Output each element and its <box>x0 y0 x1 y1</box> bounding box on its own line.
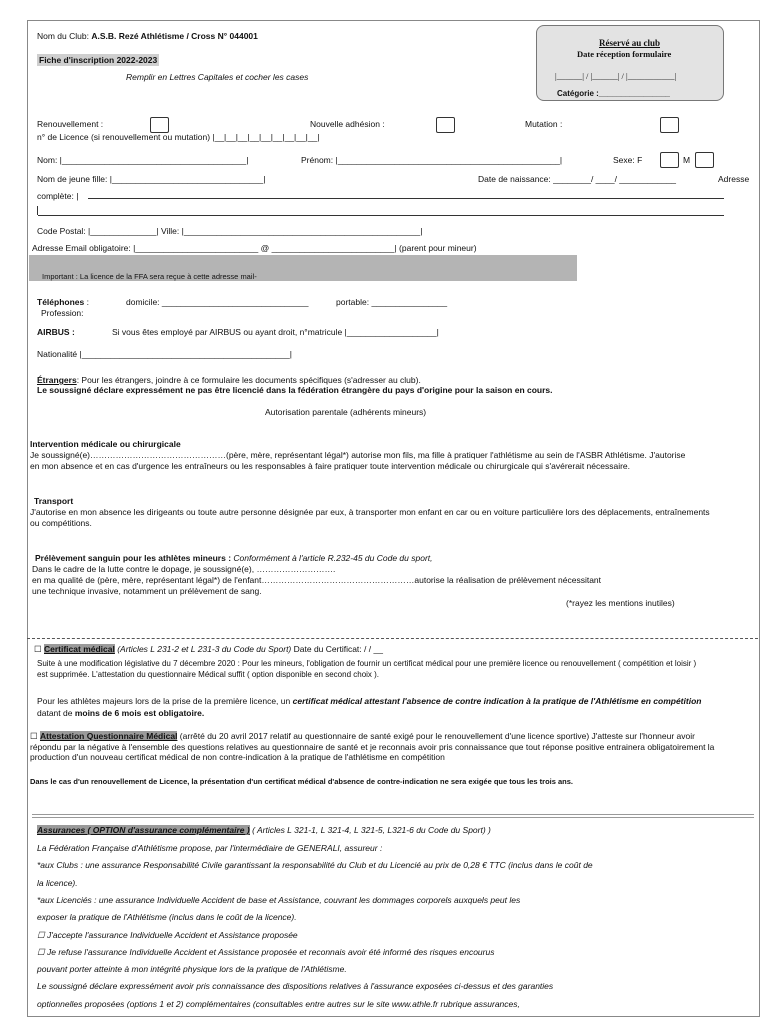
telephones-line <box>37 297 89 307</box>
telephones-label: Téléphones <box>37 297 85 307</box>
nom-field[interactable]: Nom: |_______________________________________| <box>37 155 249 165</box>
sexe-m-checkbox[interactable] <box>695 152 714 168</box>
assurances-label: Assurances ( OPTION d'assurance complémentaire ) <box>37 825 250 835</box>
certificat-label: Certificat médical <box>43 644 115 654</box>
telephones-colon: : <box>84 297 89 307</box>
prelevement-title-line <box>35 553 433 563</box>
club-name: A.S.B. Rezé Athlétisme / Cross N° 044001 <box>91 31 258 41</box>
adresse-line-2-start <box>37 206 38 215</box>
instructions: Remplir en Lettres Capitales et cocher les cases <box>126 72 309 82</box>
adresse-label: Adresse <box>718 174 750 184</box>
transport-text: J'autorise en mon absence les dirigeants ou toute autre personne désignée par eux, à transporter mon enfant en car ou en voiture particulière lors des déplacements, entraînements ou compétitions. <box>30 507 710 528</box>
attestation-checkbox[interactable]: ☐ <box>30 731 40 741</box>
certificat-text2b: certificat médical attestant l'absence de contre indication à la pratique de l'Athlétisme en compétition <box>292 696 702 706</box>
renouvellement-label: Renouvellement : <box>37 119 104 129</box>
assurance-line: *aux Clubs : une assurance Responsabilité Civile garantissant la responsabilité du Club et du Licencié au prix de 0,28 € TTC (inclus dans le coût de <box>37 860 593 871</box>
categorie-field[interactable]: Catégorie :________________ <box>557 89 670 98</box>
assurance-line: Le soussigné déclare expressément avoir pris connaissance des dispositions relatives à l'assurance exposées ci-dessus et des garanties <box>37 981 554 992</box>
assurance-option[interactable]: ☐ J'accepte l'assurance Individuelle Accident et Assistance proposée <box>37 929 298 940</box>
certificat-checkbox[interactable]: ☐ <box>34 644 44 654</box>
certificat-line <box>34 644 383 655</box>
certificat-text2d: moins de 6 mois est obligatoire. <box>74 708 205 718</box>
assurances-articles: ( Articles L 321-1, L 321-4, L 321-5, L321-6 du Code du Sport) ) <box>249 825 491 835</box>
mutation-label: Mutation : <box>525 119 563 129</box>
attestation-bold-note: Dans le cas d'un renouvellement de Licence, la présentation d'un certificat médical d'absence de contre-indication ne sera exigée que tous les trois ans. <box>30 777 574 786</box>
reception-date-field[interactable]: |______| / |______| / |___________| <box>555 71 677 81</box>
etrangers-text: : Pour les étrangers, joindre à ce formulaire les documents spécifiques (s'adresser au club). <box>76 375 421 385</box>
assurances-title-line <box>37 825 491 835</box>
certificat-articles: (Articles L 231-2 et L 231-3 du Code du Sport) <box>114 644 292 654</box>
airbus-label: AIRBUS : <box>37 327 75 337</box>
assurance-line: optionnelles proposées (options 1 et 2) complémentaires (consultables entre autres sur le site www.athle.fr rubrique assurances, <box>37 998 520 1009</box>
renouvellement-checkbox[interactable] <box>150 117 169 133</box>
intervention-title: Intervention médicale ou chirurgicale <box>30 439 181 449</box>
reserved-title: Réservé au club <box>599 38 660 48</box>
mutation-checkbox[interactable] <box>660 117 679 133</box>
etrangers-declaration: Le soussigné déclare expressément ne pas être licencié dans la fédération étrangère du pays d'origine pour la saison en cours. <box>37 385 553 395</box>
certificat-text2c: datant de <box>37 708 75 718</box>
sexe-m-label: M <box>683 155 691 165</box>
assurance-line: *aux Licenciés : une assurance Individuelle Accident de base et Assistance, couvrant les dommages corporels auxquels peut les <box>37 894 521 905</box>
nouvelle-checkbox[interactable] <box>436 117 455 133</box>
nouvelle-label: Nouvelle adhésion : <box>310 119 385 129</box>
reserved-subtitle: Date réception formulaire <box>577 49 672 59</box>
assurances-divider-top <box>32 814 754 815</box>
profession-field[interactable]: Profession: <box>41 308 84 318</box>
assurance-line: La Fédération Française d'Athlétisme propose, par l'intermédiaire de GENERALI, assureur : <box>37 843 383 853</box>
certificat-text1: Suite à une modification législative du 7 décembre 2020 : Pour les mineurs, l'obligation de fournir un certificat médical pour une première licence ou renouvellement ( compétition et loisir ) est supprimée. L'attestation du questionnaire Médical suffit ( option disponible en second choix ). <box>37 659 697 679</box>
nationalite-field[interactable]: Nationalité |____________________________________________| <box>37 349 292 359</box>
attestation-body: (arrêté du 20 avril 2017 relatif au questionnaire de santé exigé pour le renouvellement d'une licence sportive) J'atteste sur l'honneur avoir répondu par la négative à l'ensemble des questions relatives au questionnaire de santé et je reconnais avoir pris connaissance que tout réponse positive entrainera obligatoirement la production d'un nouveau certificat médical de non contre-indication à la pratique de l'athlétisme en compétition <box>30 731 715 762</box>
assurance-option[interactable]: ☐ Je refuse l'assurance Individuelle Accident et Assistance proposée et reconnais avoir été informé des risques encourus <box>37 946 495 957</box>
certificat-text2 <box>37 695 705 719</box>
sexe-f-checkbox[interactable] <box>660 152 679 168</box>
etrangers-label: Étrangers <box>37 375 77 385</box>
prelevement-article: Conformément à l'article R.232-45 du Code du sport, <box>231 553 433 563</box>
important-note: Important : La licence de la FFA sera reçue à cette adresse mail- <box>42 272 257 281</box>
transport-title: Transport <box>34 496 74 506</box>
naissance-field[interactable]: Date de naissance: ________/ ____/ ____________ <box>478 174 677 184</box>
fiche-title: Fiche d'inscription 2022-2023 <box>39 55 158 65</box>
adresse-line-1[interactable] <box>88 198 724 199</box>
section-divider <box>27 638 758 639</box>
intervention-text: Je soussigné(e)…………………………………………(père, mère, représentant légal*) autorise mon fils, ma fille à pratiquer l'athlétisme au sein de l'ASBR Athlétisme. J'autorise en mon absence et en cas d'urgence les entraîneurs ou les responsables à faire pratiquer toute intervention médicale ou chirurgicale qui s'avérerait nécessaire. <box>30 450 686 471</box>
email-field[interactable]: Adresse Email obligatoire: |__________________________ @ __________________________| (parent pour mineur) <box>32 243 477 253</box>
prelevement-line3: une technique invasive, notamment un prélèvement de sang. <box>32 586 262 596</box>
club-line <box>37 31 258 41</box>
assurance-line: la licence). <box>37 877 78 888</box>
rayez-note: (*rayez les mentions inutiles) <box>566 598 675 608</box>
domicile-field[interactable]: domicile: _______________________________ <box>126 297 309 307</box>
certificat-date-field[interactable]: Date du Certificat: / / __ <box>291 644 383 654</box>
assurances-divider-bottom <box>32 817 754 818</box>
club-label: Nom du Club: <box>37 31 92 41</box>
adresse-line-2[interactable] <box>38 215 724 216</box>
portable-field[interactable]: portable: ________________ <box>336 297 448 307</box>
jeune-fille-field[interactable]: Nom de jeune fille: |________________________________| <box>37 174 266 184</box>
reserved-box <box>536 25 724 101</box>
airbus-matricule-field[interactable]: Si vous êtes employé par AIRBUS ou ayant droit, n°matricule |___________________| <box>112 327 439 337</box>
prelevement-title: Prélèvement sanguin pour les athlètes mineurs : <box>35 553 232 563</box>
prenom-field[interactable]: Prénom: |_______________________________________________| <box>301 155 563 165</box>
etrangers-line <box>37 375 421 385</box>
assurance-line: exposer la pratique de l'Athlétisme (inclus dans le coût de la licence). <box>37 912 297 923</box>
prelevement-line2: en ma qualité de (père, mère, représentant légal*) de l'enfant………………………………………………autorise la réalisation de prélèvement nécessitant <box>32 575 602 585</box>
licence-field[interactable]: n° de Licence (si renouvellement ou mutation) |__|__|__|__|__|__|__|__|__| <box>37 132 320 142</box>
sexe-label: Sexe: F <box>613 155 643 165</box>
autorisation-title: Autorisation parentale (adhérents mineurs) <box>265 407 427 417</box>
prelevement-line1: Dans le cadre de la lutte contre le dopage, je soussigné(e), ………………………. <box>32 564 336 574</box>
adresse-complete-label: complète: | <box>37 191 79 201</box>
attestation-label: Attestation Questionnaire Médical <box>39 731 178 741</box>
attestation-text <box>30 731 718 763</box>
assurance-line: pouvant porter atteinte à mon intégrité physique lors de la pratique de l'Athlétisme. <box>37 964 347 975</box>
certificat-text2a: Pour les athlètes majeurs lors de la prise de la première licence, un <box>37 696 293 706</box>
code-postal-ville-field[interactable]: Code Postal: |______________| Ville: |__________________________________________________| <box>37 226 423 236</box>
